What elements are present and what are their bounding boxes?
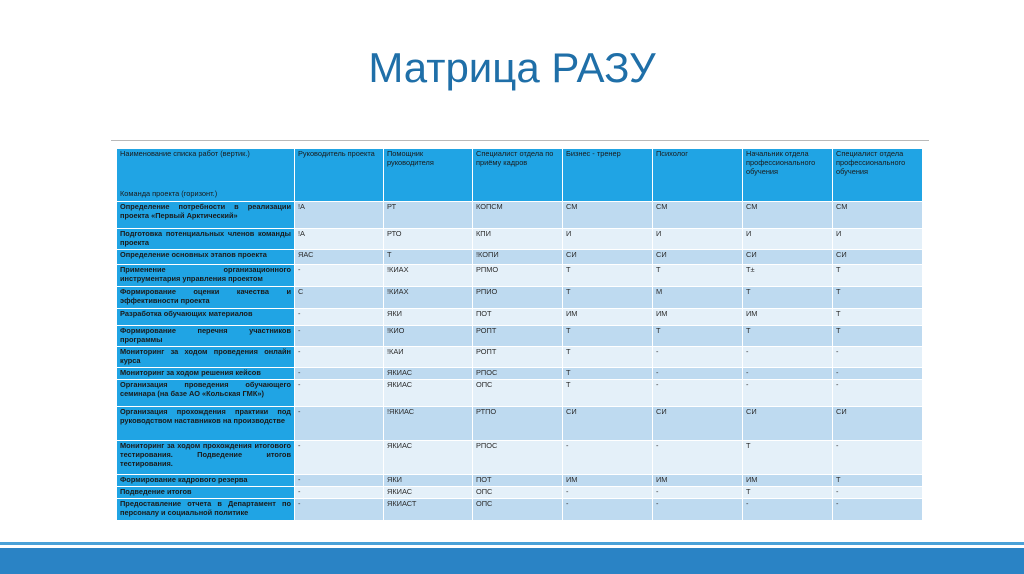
table-cell: - xyxy=(653,486,743,498)
table-cell: - xyxy=(653,379,743,406)
table-cell: - xyxy=(563,486,653,498)
table-cell: ЯАС xyxy=(295,250,384,265)
table-cell: СМ xyxy=(563,202,653,229)
table-cell: !КИАХ xyxy=(384,265,473,287)
table-cell: ИМ xyxy=(563,309,653,326)
row-label: Мониторинг за ходом решения кейсов xyxy=(117,368,295,380)
table-row xyxy=(117,347,923,368)
table-cell: СИ xyxy=(743,250,833,265)
table-cell: Т± xyxy=(743,265,833,287)
raci-matrix-table xyxy=(116,148,923,521)
row-label: Определение потребности в реализации проекта «Первый Арктический» xyxy=(117,202,295,229)
table-cell: - xyxy=(833,379,923,406)
corner-header-cell xyxy=(117,149,295,202)
table-row xyxy=(117,440,923,474)
table-cell: ИМ xyxy=(743,309,833,326)
table-cell: !КИО xyxy=(384,326,473,347)
table-cell: - xyxy=(295,440,384,474)
table-cell: - xyxy=(295,265,384,287)
row-label: Разработка обучающих материалов xyxy=(117,309,295,326)
table-cell: СМ xyxy=(653,202,743,229)
table-cell: Т xyxy=(743,440,833,474)
row-label: Подготовка потенциальных членов команды проекта xyxy=(117,229,295,250)
table-cell: - xyxy=(295,326,384,347)
table-cell: - xyxy=(653,368,743,380)
table-cell: ОПС xyxy=(473,498,563,520)
table-cell: Т xyxy=(743,326,833,347)
table-cell: СМ xyxy=(743,202,833,229)
table-cell: Т xyxy=(563,287,653,309)
table-cell: Т xyxy=(653,326,743,347)
row-label: Формирование перечня участников программы xyxy=(117,326,295,347)
table-cell: - xyxy=(743,379,833,406)
table-cell: Т xyxy=(833,309,923,326)
table-cell: СИ xyxy=(743,406,833,440)
table-row xyxy=(117,287,923,309)
table-cell: - xyxy=(295,498,384,520)
table-row xyxy=(117,498,923,520)
column-header: Специалист отдела по приёму кадров xyxy=(473,149,563,202)
column-header: Специалист отдела профессионального обучения xyxy=(833,149,923,202)
table-cell: ОПС xyxy=(473,486,563,498)
title-divider xyxy=(111,140,929,141)
table-cell: !А xyxy=(295,229,384,250)
table-cell: ЯКИ xyxy=(384,474,473,486)
table-cell: Т xyxy=(833,474,923,486)
row-label: Подведение итогов xyxy=(117,486,295,498)
table-cell: Т xyxy=(833,287,923,309)
table-cell: И xyxy=(833,229,923,250)
slide-title: Матрица РАЗУ xyxy=(368,44,656,91)
table-cell: СИ xyxy=(653,406,743,440)
table-cell: !ЯКИАС xyxy=(384,406,473,440)
table-cell: ЯКИАСТ xyxy=(384,498,473,520)
row-label: Мониторинг за ходом проведения онлайн курса xyxy=(117,347,295,368)
table-row xyxy=(117,406,923,440)
table-cell: И xyxy=(743,229,833,250)
table-cell: ЯКИАС xyxy=(384,379,473,406)
column-header: Бизнес - тренер xyxy=(563,149,653,202)
table-cell: - xyxy=(563,440,653,474)
corner-horizontal-label: Команда проекта (горизонт.) xyxy=(120,189,218,199)
table-cell: РПМО xyxy=(473,265,563,287)
table-cell: СИ xyxy=(833,406,923,440)
table-cell: !А xyxy=(295,202,384,229)
corner-vertical-label: Наименование списка работ (вертик.) xyxy=(120,149,250,158)
table-cell: ИМ xyxy=(743,474,833,486)
table-cell: ЯКИАС xyxy=(384,368,473,380)
table-cell: !КОПИ xyxy=(473,250,563,265)
table-row xyxy=(117,486,923,498)
table-cell: - xyxy=(833,498,923,520)
row-label: Организация прохождения практики под руководством наставников на производстве xyxy=(117,406,295,440)
table-cell: ИМ xyxy=(563,474,653,486)
table-cell: - xyxy=(653,498,743,520)
table-cell: ПОТ xyxy=(473,309,563,326)
table-cell: ИМ xyxy=(653,309,743,326)
table-cell: Т xyxy=(743,486,833,498)
table-cell: - xyxy=(295,347,384,368)
table-cell: РОПТ xyxy=(473,326,563,347)
table-row xyxy=(117,250,923,265)
table-cell: - xyxy=(295,406,384,440)
table-cell: - xyxy=(295,368,384,380)
table-cell: РПИО xyxy=(473,287,563,309)
table-cell: Т xyxy=(563,379,653,406)
table-cell: - xyxy=(833,486,923,498)
row-label: Мониторинг за ходом прохождения итогового тестирования. Подведение итогов тестирования. xyxy=(117,440,295,474)
table-cell: - xyxy=(833,440,923,474)
table-cell: СИ xyxy=(653,250,743,265)
table-cell: РПОС xyxy=(473,440,563,474)
table-header-row xyxy=(117,149,923,202)
table-cell: - xyxy=(743,347,833,368)
table-cell: Т xyxy=(384,250,473,265)
table-cell: ЯКИАС xyxy=(384,486,473,498)
table-cell: - xyxy=(295,379,384,406)
table-row xyxy=(117,379,923,406)
row-label: Предоставление отчета в Департамент по персоналу и социальной политике xyxy=(117,498,295,520)
table-row xyxy=(117,368,923,380)
row-label: Формирование кадрового резерва xyxy=(117,474,295,486)
column-header: Руководитель проекта xyxy=(295,149,384,202)
table-cell: !КИАХ xyxy=(384,287,473,309)
table-cell: ЯКИ xyxy=(384,309,473,326)
table-cell: РПОС xyxy=(473,368,563,380)
table-cell: СИ xyxy=(563,250,653,265)
table-cell: М xyxy=(653,287,743,309)
table-cell: - xyxy=(563,498,653,520)
row-label: Применение организационного инструментария управления проектом xyxy=(117,265,295,287)
table-cell: СИ xyxy=(563,406,653,440)
table-cell: Т xyxy=(563,347,653,368)
table-cell: - xyxy=(833,347,923,368)
table-cell: И xyxy=(653,229,743,250)
table-cell: - xyxy=(653,347,743,368)
table-cell: РТ xyxy=(384,202,473,229)
row-label: Определение основных этапов проекта xyxy=(117,250,295,265)
table-row xyxy=(117,265,923,287)
table-cell: Т xyxy=(833,265,923,287)
table-row xyxy=(117,474,923,486)
table-cell: ИМ xyxy=(653,474,743,486)
table-cell: СИ xyxy=(833,250,923,265)
table-cell: ЯКИАС xyxy=(384,440,473,474)
table-cell: - xyxy=(295,486,384,498)
table-cell: - xyxy=(833,368,923,380)
table-cell: РОПТ xyxy=(473,347,563,368)
table-cell: - xyxy=(295,474,384,486)
table-cell: РТО xyxy=(384,229,473,250)
table-cell: КОПСМ xyxy=(473,202,563,229)
table-cell: Т xyxy=(563,265,653,287)
table-cell: !КАИ xyxy=(384,347,473,368)
table-cell: - xyxy=(743,368,833,380)
column-header: Помощник руководителя xyxy=(384,149,473,202)
table-cell: - xyxy=(653,440,743,474)
table-cell: Т xyxy=(653,265,743,287)
table-cell: РТПО xyxy=(473,406,563,440)
table-row xyxy=(117,309,923,326)
table-cell: СМ xyxy=(833,202,923,229)
table-cell: Т xyxy=(743,287,833,309)
table-row xyxy=(117,326,923,347)
table-cell: ОПС xyxy=(473,379,563,406)
table-row xyxy=(117,229,923,250)
table-cell: С xyxy=(295,287,384,309)
table-cell: - xyxy=(743,498,833,520)
table-cell: Т xyxy=(563,326,653,347)
table-cell: ПОТ xyxy=(473,474,563,486)
table-cell: Т xyxy=(833,326,923,347)
table-cell: Т xyxy=(563,368,653,380)
footer-band xyxy=(0,548,1024,574)
table-cell: - xyxy=(295,309,384,326)
table-cell: КПИ xyxy=(473,229,563,250)
table-cell: И xyxy=(563,229,653,250)
row-label: Организация проведения обучающего семинара (на базе АО «Кольская ГМК») xyxy=(117,379,295,406)
column-header: Психолог xyxy=(653,149,743,202)
table-row xyxy=(117,202,923,229)
row-label: Формирование оценки качества и эффективности проекта xyxy=(117,287,295,309)
column-header: Начальник отдела профессионального обучения xyxy=(743,149,833,202)
footer-accent-line xyxy=(0,542,1024,545)
